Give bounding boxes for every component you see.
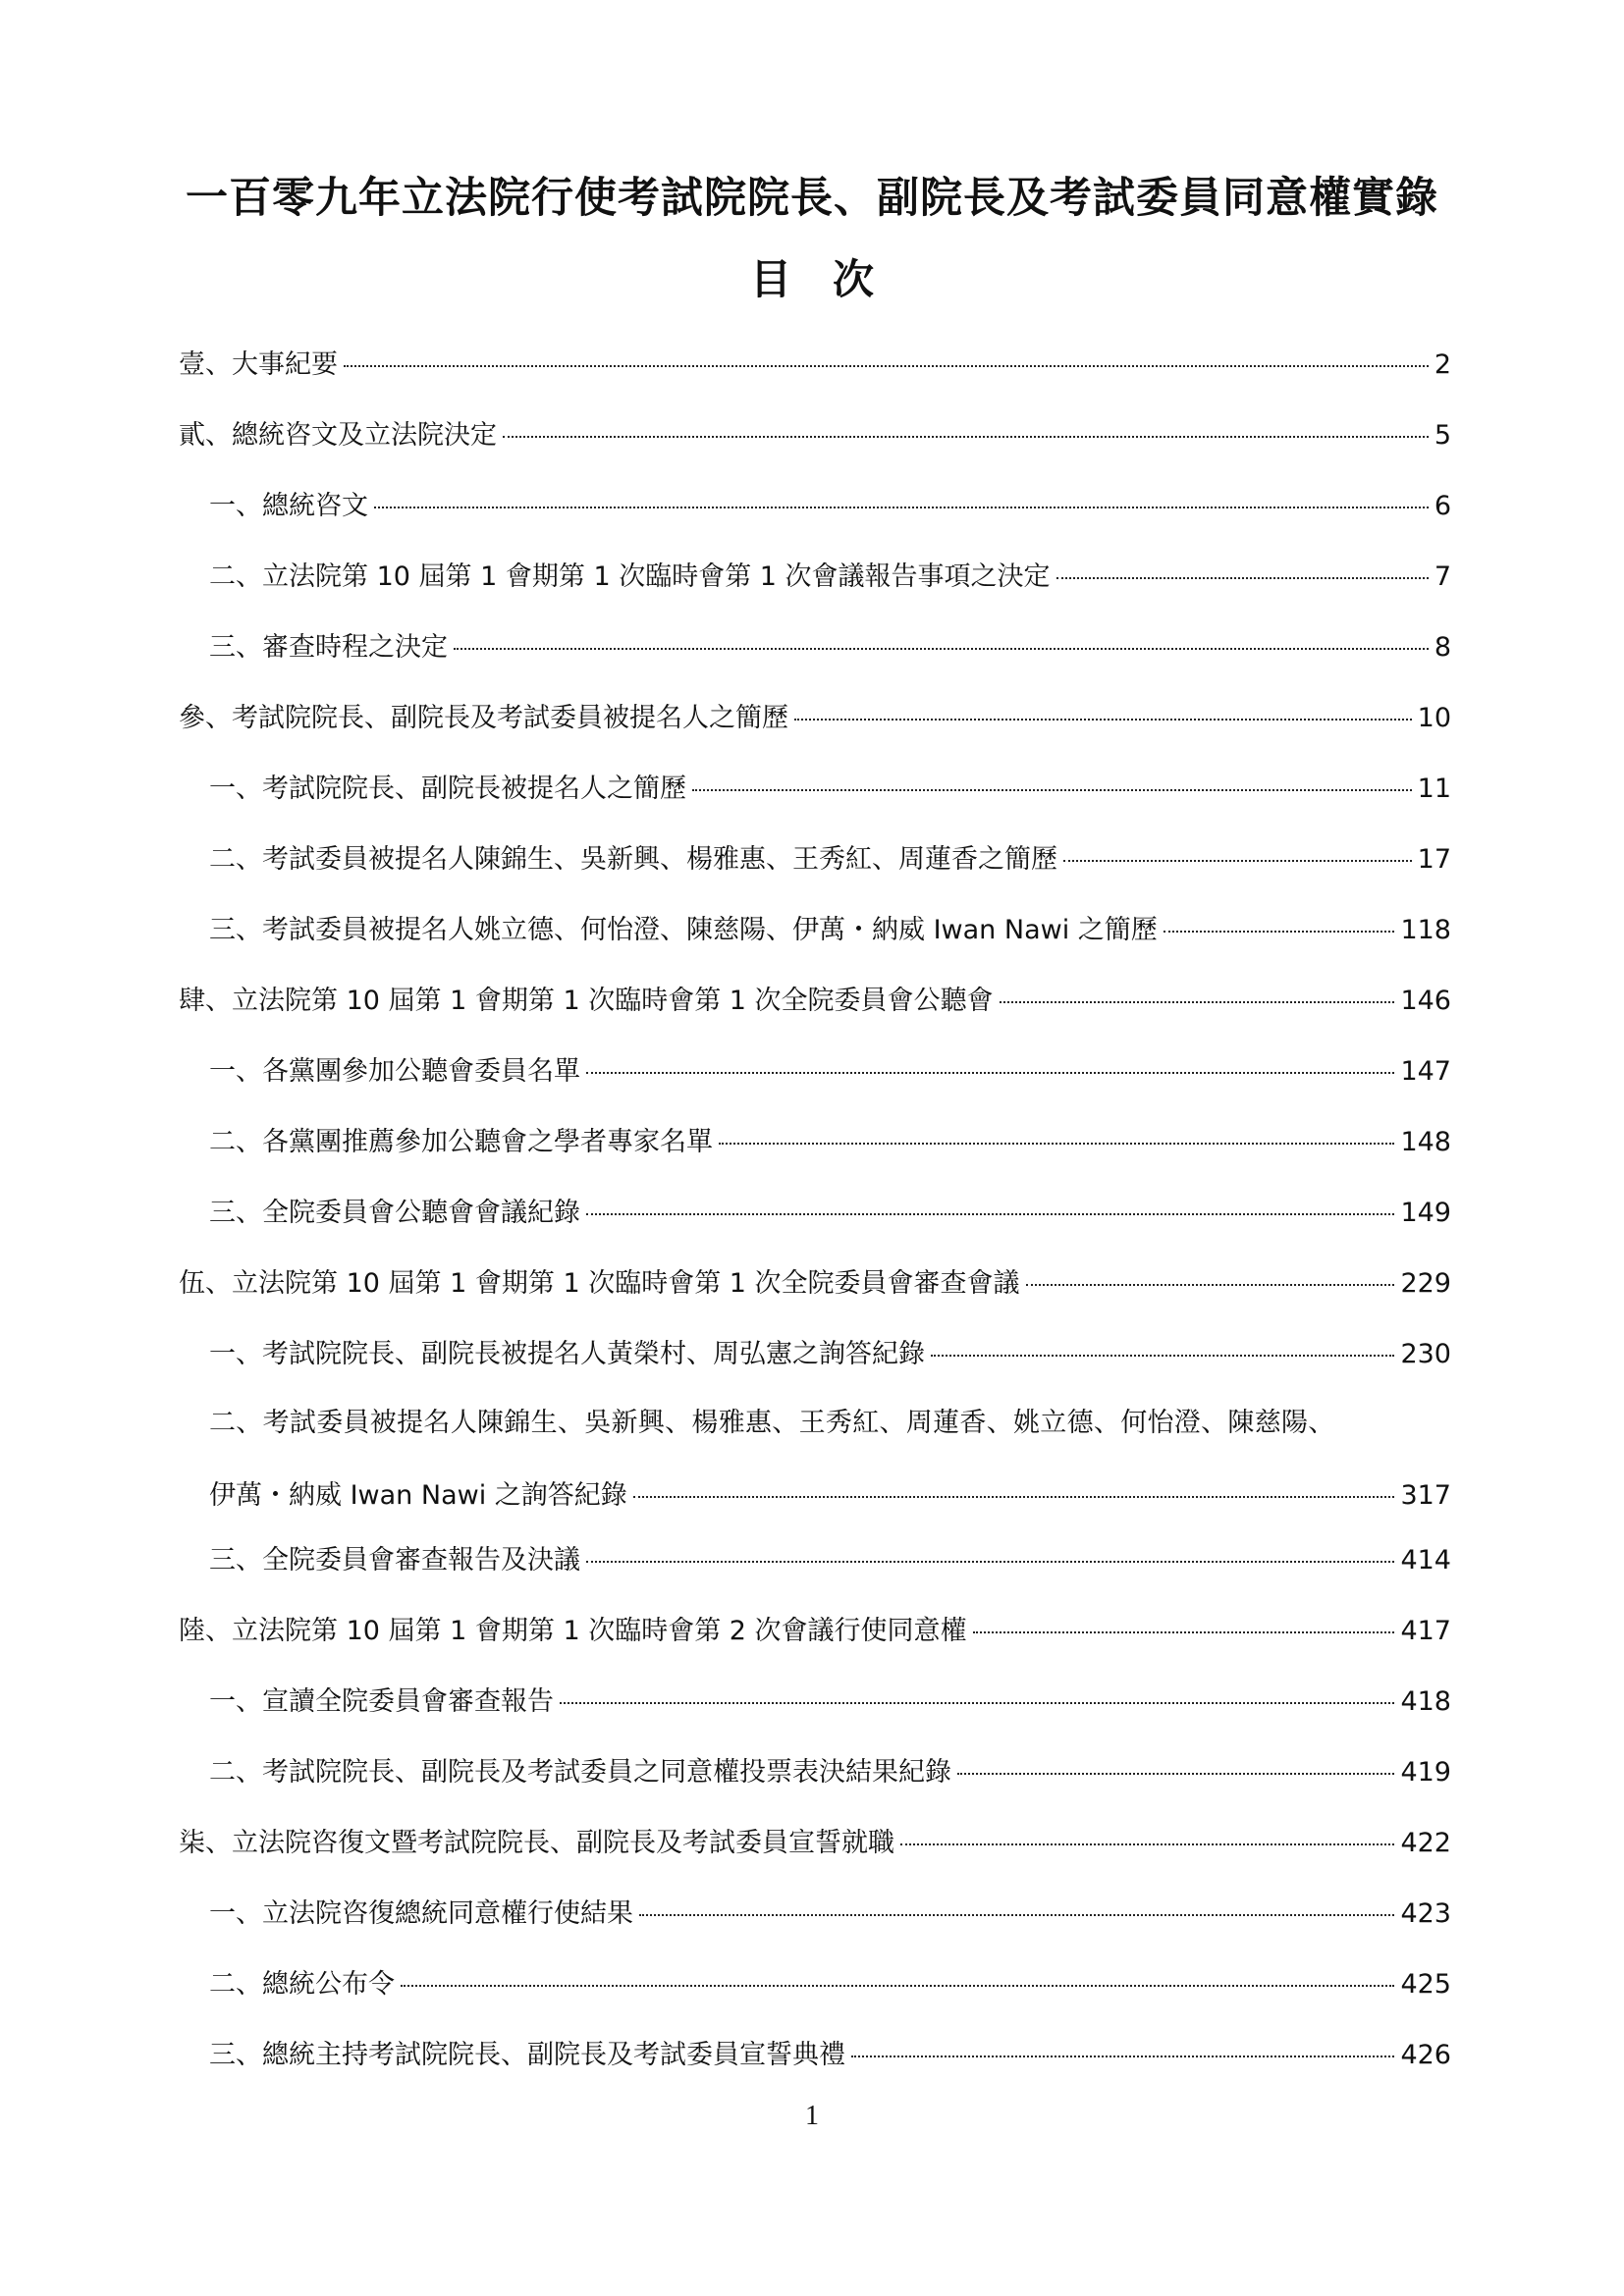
toc-entry-label: 參、考試院院長、副院長及考試委員被提名人之簡歷: [179, 703, 788, 733]
toc-entry-page: 5: [1434, 420, 1451, 451]
toc-entry-label: 三、總統主持考試院院長、副院長及考試委員宣誓典禮: [209, 2040, 845, 2070]
toc-entry-page: 146: [1400, 986, 1451, 1016]
toc-dot-leader: [374, 507, 1429, 508]
toc-entry[interactable]: [209, 1123, 1451, 1162]
toc-entry[interactable]: [209, 628, 1451, 667]
toc-dot-leader: [503, 436, 1429, 438]
toc-entry[interactable]: [209, 1895, 1451, 1934]
toc-entry-label: 二、考試院院長、副院長及考試委員之同意權投票表決結果紀錄: [209, 1757, 951, 1788]
toc-entry-page: 414: [1400, 1545, 1451, 1575]
toc-dot-leader: [586, 1561, 1394, 1563]
toc-entry-label: 二、立法院第 10 屆第 1 會期第 1 次臨時會第 1 次會議報告事項之決定: [209, 561, 1051, 592]
toc-entry[interactable]: [179, 982, 1451, 1021]
table-of-contents-heading: 目 次: [749, 255, 874, 303]
toc-entry-label: 一、立法院咨復總統同意權行使結果: [209, 1898, 633, 1929]
toc-entry-label: 二、總統公布令: [209, 1969, 395, 2000]
toc-entry-label: 一、總統咨文: [209, 491, 368, 521]
toc-entry[interactable]: [209, 1753, 1451, 1792]
toc-entry-page: 149: [1400, 1198, 1451, 1228]
toc-entry-label: 貳、總統咨文及立法院決定: [179, 420, 497, 451]
toc-entry-page: 10: [1417, 703, 1451, 733]
toc-entry[interactable]: [179, 346, 1451, 385]
toc-dot-leader: [957, 1773, 1394, 1775]
toc-entry[interactable]: [209, 1194, 1451, 1233]
toc-entry[interactable]: [209, 1682, 1451, 1722]
toc-entry-label: 二、考試委員被提名人陳錦生、吳新興、楊雅惠、王秀紅、周蓮香、姚立德、何怡澄、陳慈陽、: [209, 1408, 1335, 1438]
toc-dot-leader: [639, 1914, 1394, 1916]
toc-entry-page: 8: [1434, 632, 1451, 663]
toc-entry[interactable]: [209, 1541, 1451, 1580]
toc-entry-page: 148: [1400, 1127, 1451, 1157]
toc-entry-page: 11: [1417, 774, 1451, 804]
toc-entry[interactable]: [179, 699, 1451, 738]
toc-entry[interactable]: [179, 416, 1451, 455]
toc-entry[interactable]: [209, 911, 1451, 950]
toc-entry-page: 6: [1434, 491, 1451, 521]
toc-dot-leader: [560, 1702, 1394, 1704]
toc-entry-label: 一、考試院院長、副院長被提名人之簡歷: [209, 774, 686, 804]
toc-dot-leader: [586, 1072, 1394, 1074]
toc-entry[interactable]: [179, 1612, 1451, 1651]
toc-entry-page: 229: [1400, 1268, 1451, 1299]
toc-entry-label: 壹、大事紀要: [179, 349, 338, 380]
toc-entry-label: 伍、立法院第 10 屆第 1 會期第 1 次臨時會第 1 次全院委員會審查會議: [179, 1268, 1020, 1299]
toc-dot-leader: [851, 2056, 1394, 2057]
toc-entry[interactable]: [209, 1335, 1451, 1374]
toc-dot-leader: [1056, 577, 1429, 579]
toc-dot-leader: [794, 719, 1412, 721]
toc-entry-page: 419: [1400, 1757, 1451, 1788]
toc-entry-page: 17: [1417, 844, 1451, 875]
toc-entry-page: 317: [1400, 1480, 1451, 1511]
toc-entry[interactable]: [179, 1264, 1451, 1304]
toc-entry-label: 二、考試委員被提名人陳錦生、吳新興、楊雅惠、王秀紅、周蓮香之簡歷: [209, 844, 1057, 875]
toc-entry-label: 一、考試院院長、副院長被提名人黃榮村、周弘憲之詢答紀錄: [209, 1339, 925, 1369]
toc-dot-leader: [1063, 860, 1412, 862]
toc-entry-label: 陸、立法院第 10 屆第 1 會期第 1 次臨時會第 2 次會議行使同意權: [179, 1616, 967, 1646]
toc-entry-label: 肆、立法院第 10 屆第 1 會期第 1 次臨時會第 1 次全院委員會公聽會: [179, 986, 994, 1016]
toc-dot-leader: [401, 1985, 1394, 1987]
toc-dot-leader: [719, 1143, 1394, 1145]
toc-entry[interactable]: [209, 558, 1451, 597]
toc-dot-leader: [1164, 931, 1395, 933]
toc-entry-page: 426: [1400, 2040, 1451, 2070]
toc-entry[interactable]: [209, 1404, 1451, 1516]
toc-dot-leader: [973, 1631, 1395, 1633]
toc-dot-leader: [1026, 1284, 1395, 1286]
toc-entry-label: 柒、立法院咨復文暨考試院院長、副院長及考試委員宣誓就職: [179, 1828, 894, 1858]
toc-dot-leader: [454, 648, 1429, 650]
toc-entry[interactable]: [209, 770, 1451, 809]
toc-entry-page: 118: [1400, 915, 1451, 945]
toc-entry-page: 7: [1434, 561, 1451, 592]
toc-dot-leader: [344, 365, 1429, 367]
toc-entry[interactable]: [209, 2036, 1451, 2075]
toc-entry-label: 一、各黨團參加公聽會委員名單: [209, 1056, 580, 1087]
toc-dot-leader: [633, 1496, 1395, 1498]
toc-entry[interactable]: [179, 1824, 1451, 1863]
toc-entry-label: 三、全院委員會公聽會會議紀錄: [209, 1198, 580, 1228]
toc-entry-page: 417: [1400, 1616, 1451, 1646]
toc-entry-label: 三、全院委員會審查報告及決議: [209, 1545, 580, 1575]
toc-dot-leader: [931, 1355, 1394, 1357]
toc-entry-page: 422: [1400, 1828, 1451, 1858]
toc-entry-page: 2: [1434, 349, 1451, 380]
toc-entry[interactable]: [209, 487, 1451, 526]
toc-entry-page: 230: [1400, 1339, 1451, 1369]
toc-entry-label: 二、各黨團推薦參加公聽會之學者專家名單: [209, 1127, 713, 1157]
toc-entry-page: 147: [1400, 1056, 1451, 1087]
page-number: 1: [805, 2101, 819, 2131]
toc-dot-leader: [900, 1843, 1394, 1845]
toc-dot-leader: [692, 789, 1412, 791]
toc-entry[interactable]: [209, 1052, 1451, 1092]
toc-entry-label-continued: 伊萬・納威 Iwan Nawi 之詢答紀錄: [209, 1480, 627, 1511]
toc-entry-page: 423: [1400, 1898, 1451, 1929]
toc-entry-label: 三、審查時程之決定: [209, 632, 448, 663]
toc-entry-label: 三、考試委員被提名人姚立德、何怡澄、陳慈陽、伊萬・納威 Iwan Nawi 之簡歷: [209, 915, 1158, 945]
toc-entry[interactable]: [209, 1965, 1451, 2004]
toc-entry-label: 一、宣讀全院委員會審查報告: [209, 1686, 554, 1717]
document-title: 一百零九年立法院行使考試院院長、副院長及考試委員同意權實錄: [186, 174, 1438, 223]
toc-dot-leader: [586, 1213, 1394, 1215]
toc-entry[interactable]: [209, 840, 1451, 880]
toc-dot-leader: [1000, 1001, 1395, 1003]
toc-entry-page: 425: [1400, 1969, 1451, 2000]
toc-entry-page: 418: [1400, 1686, 1451, 1717]
